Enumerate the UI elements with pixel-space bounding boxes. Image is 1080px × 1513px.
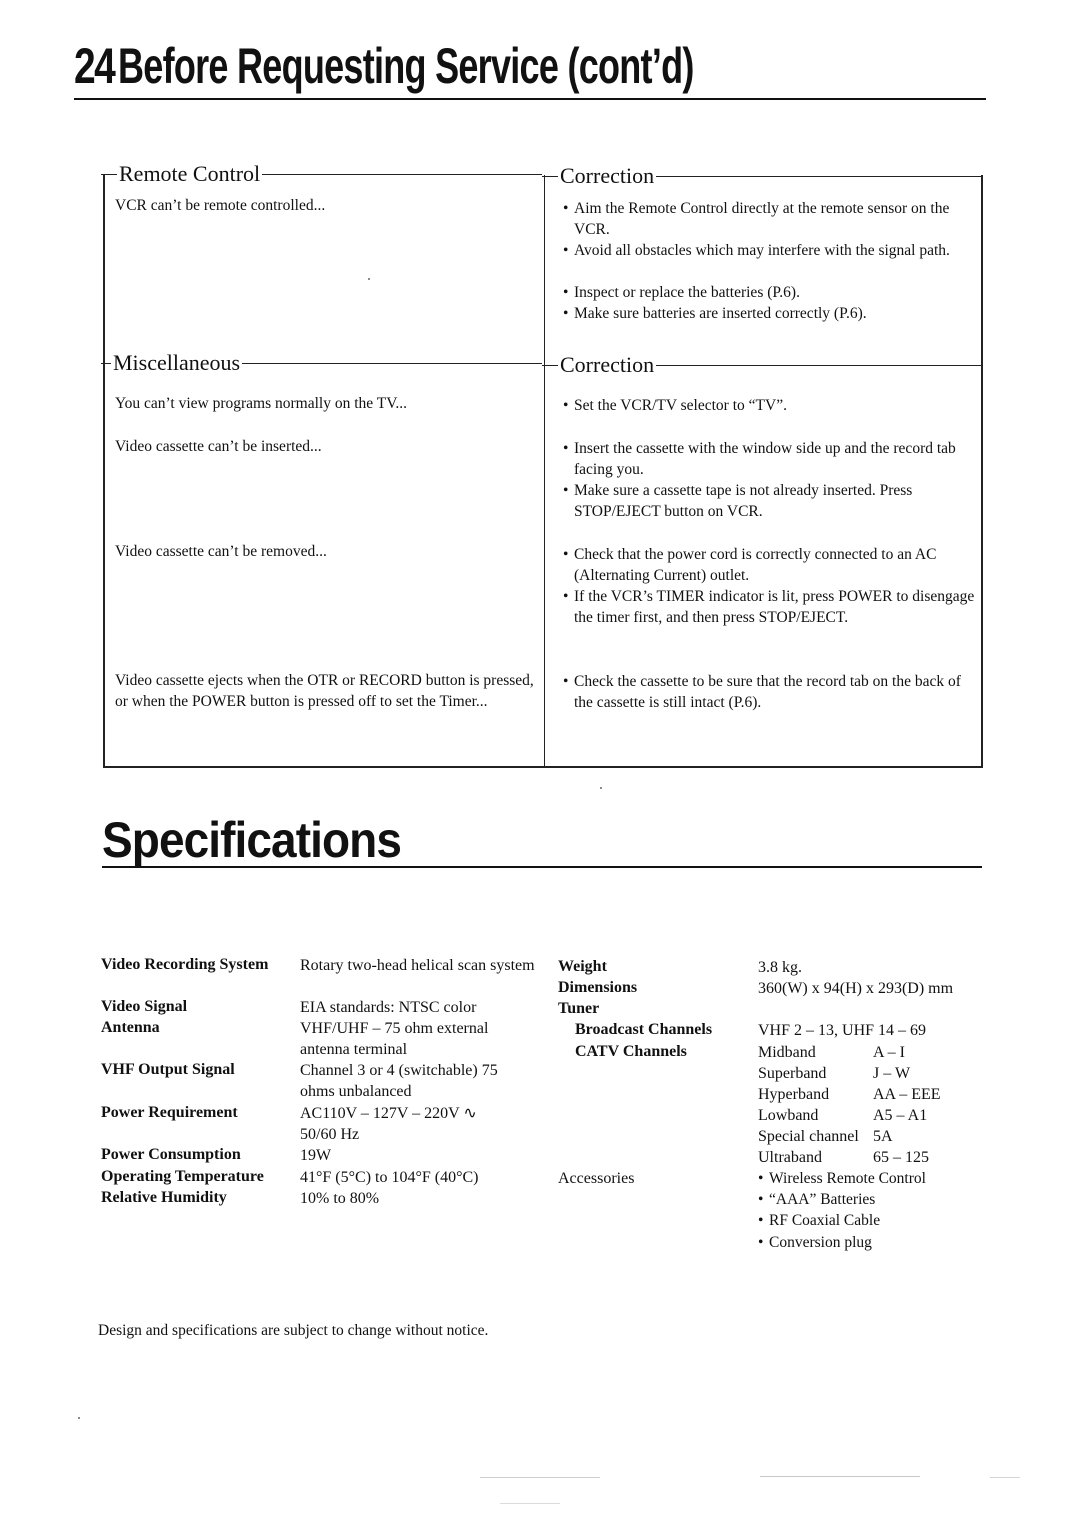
catv-band-range: AA – EEE — [873, 1086, 941, 1103]
misc-problem: Video cassette ejects when the OTR or RECORD button is pressed, or when the POWER button is pressed off to set the Timer... — [115, 672, 534, 710]
catv-band-name: Lowband — [758, 1107, 819, 1124]
spec-label-tuner: Tuner — [558, 1000, 600, 1017]
accessory-item: • “AAA” Batteries — [758, 1190, 875, 1211]
remote-correction-heading — [542, 163, 983, 189]
catv-band-name: Special channel — [758, 1128, 859, 1145]
scan-smudge — [480, 1477, 600, 1478]
spec-value: Channel 3 or 4 (switchable) 75 ohms unbalanced — [300, 1062, 498, 1100]
spec-value: 41°F (5°C) to 104°F (40°C) — [300, 1169, 479, 1186]
spec-value: AC110V – 127V – 220V ∿ 50/60 Hz — [300, 1105, 477, 1143]
spec-value: VHF/UHF – 75 ohm external antenna terminal — [300, 1020, 489, 1058]
misc-problem: Video cassette can’t be removed... — [115, 543, 327, 560]
catv-band-range: A – I — [873, 1044, 905, 1061]
misc-correction-item: • Insert the cassette with the window side up and the record tab facing you. — [563, 439, 984, 480]
accessory-item: • Conversion plug — [758, 1233, 872, 1254]
remote-correction-item: • Aim the Remote Control directly at the remote sensor on the VCR. — [563, 199, 979, 240]
spec-label: Power Requirement — [101, 1104, 238, 1121]
catv-band-name: Ultraband — [758, 1149, 822, 1166]
remote-control-heading-text: Remote Control — [119, 161, 261, 186]
spec-value-broadcast-channels: VHF 2 – 13, UHF 14 – 69 — [758, 1022, 927, 1039]
spec-label: Relative Humidity — [101, 1189, 227, 1206]
scan-smudge — [990, 1477, 1020, 1478]
troubleshooting-table — [103, 161, 982, 768]
footnote: Design and specifications are subject to change without notice. — [98, 1322, 489, 1339]
catv-band-range: 5A — [873, 1128, 893, 1145]
spec-label: VHF Output Signal — [101, 1061, 235, 1078]
misc-correction-heading — [542, 352, 983, 378]
page-title: Before Requesting Service (cont’d) — [118, 38, 694, 94]
spec-label-accessories: Accessories — [558, 1170, 635, 1187]
catv-band-name: Hyperband — [758, 1086, 830, 1103]
misc-problem: You can’t view programs normally on the TV... — [115, 395, 408, 412]
page-header — [74, 38, 986, 100]
misc-correction-item: • Set the VCR/TV selector to “TV”. — [563, 396, 979, 417]
misc-correction-heading-text: Correction — [560, 352, 655, 377]
misc-problem: Video cassette can’t be inserted... — [115, 438, 322, 455]
misc-correction-item: • If the VCR’s TIMER indicator is lit, press POWER to disengage the timer first, and then press STOP/EJECT. — [563, 587, 984, 628]
misc-correction-item: • Make sure a cassette tape is not already inserted. Press STOP/EJECT button on VCR. — [563, 481, 984, 522]
accessory-item: • RF Coaxial Cable — [758, 1211, 880, 1232]
remote-correction-item: • Avoid all obstacles which may interfere with the signal path. — [563, 241, 979, 262]
spec-label-broadcast-channels: Broadcast Channels — [575, 1021, 713, 1038]
spec-label: Operating Temperature — [101, 1168, 264, 1185]
spec-label-weight: Weight — [558, 958, 607, 975]
spec-value-dimensions: 360(W) x 94(H) x 293(D) mm — [758, 980, 954, 997]
spec-label: Video Recording System — [101, 956, 269, 973]
specifications-title — [102, 814, 982, 868]
spec-value-weight: 3.8 kg. — [758, 959, 802, 976]
specifications-title-text: Specifications — [102, 812, 401, 868]
remote-correction-item: • Make sure batteries are inserted correctly (P.6). — [563, 304, 979, 325]
misc-correction-item: • Check that the power cord is correctly connected to an AC (Alternating Current) outlet. — [563, 545, 984, 586]
scan-smudge — [500, 1503, 560, 1504]
spec-value: EIA standards: NTSC color — [300, 999, 477, 1016]
spec-label: Video Signal — [101, 998, 188, 1015]
spec-value: Rotary two-head helical scan system — [300, 957, 535, 974]
accessory-item: • Wireless Remote Control — [758, 1169, 926, 1190]
remote-correction-heading-text: Correction — [560, 163, 655, 188]
spec-value: 10% to 80% — [300, 1190, 380, 1207]
catv-band-name: Superband — [758, 1065, 827, 1082]
remote-problem: VCR can’t be remote controlled... — [115, 197, 326, 214]
miscellaneous-heading-text: Miscellaneous — [113, 350, 241, 375]
page-number: 24 — [74, 38, 115, 94]
scan-speck — [600, 787, 602, 789]
catv-band-name: Midband — [758, 1044, 816, 1061]
catv-band-range: J – W — [873, 1065, 911, 1082]
remote-correction-item: • Inspect or replace the batteries (P.6). — [563, 283, 979, 304]
spec-label-dimensions: Dimensions — [558, 979, 638, 996]
scan-speck — [78, 1417, 80, 1419]
scan-smudge — [760, 1476, 920, 1477]
spec-value: 19W — [300, 1147, 332, 1164]
misc-correction-item: • Check the cassette to be sure that the record tab on the back of the cassette is still intact (P.6). — [563, 672, 979, 713]
catv-band-range: A5 – A1 — [873, 1107, 928, 1124]
scan-speck — [368, 278, 370, 280]
remote-control-heading — [101, 161, 542, 187]
miscellaneous-heading — [101, 350, 542, 376]
spec-label-catv-channels: CATV Channels — [575, 1043, 687, 1060]
spec-label: Power Consumption — [101, 1146, 241, 1163]
catv-band-range: 65 – 125 — [873, 1149, 929, 1166]
spec-label: Antenna — [101, 1019, 160, 1036]
